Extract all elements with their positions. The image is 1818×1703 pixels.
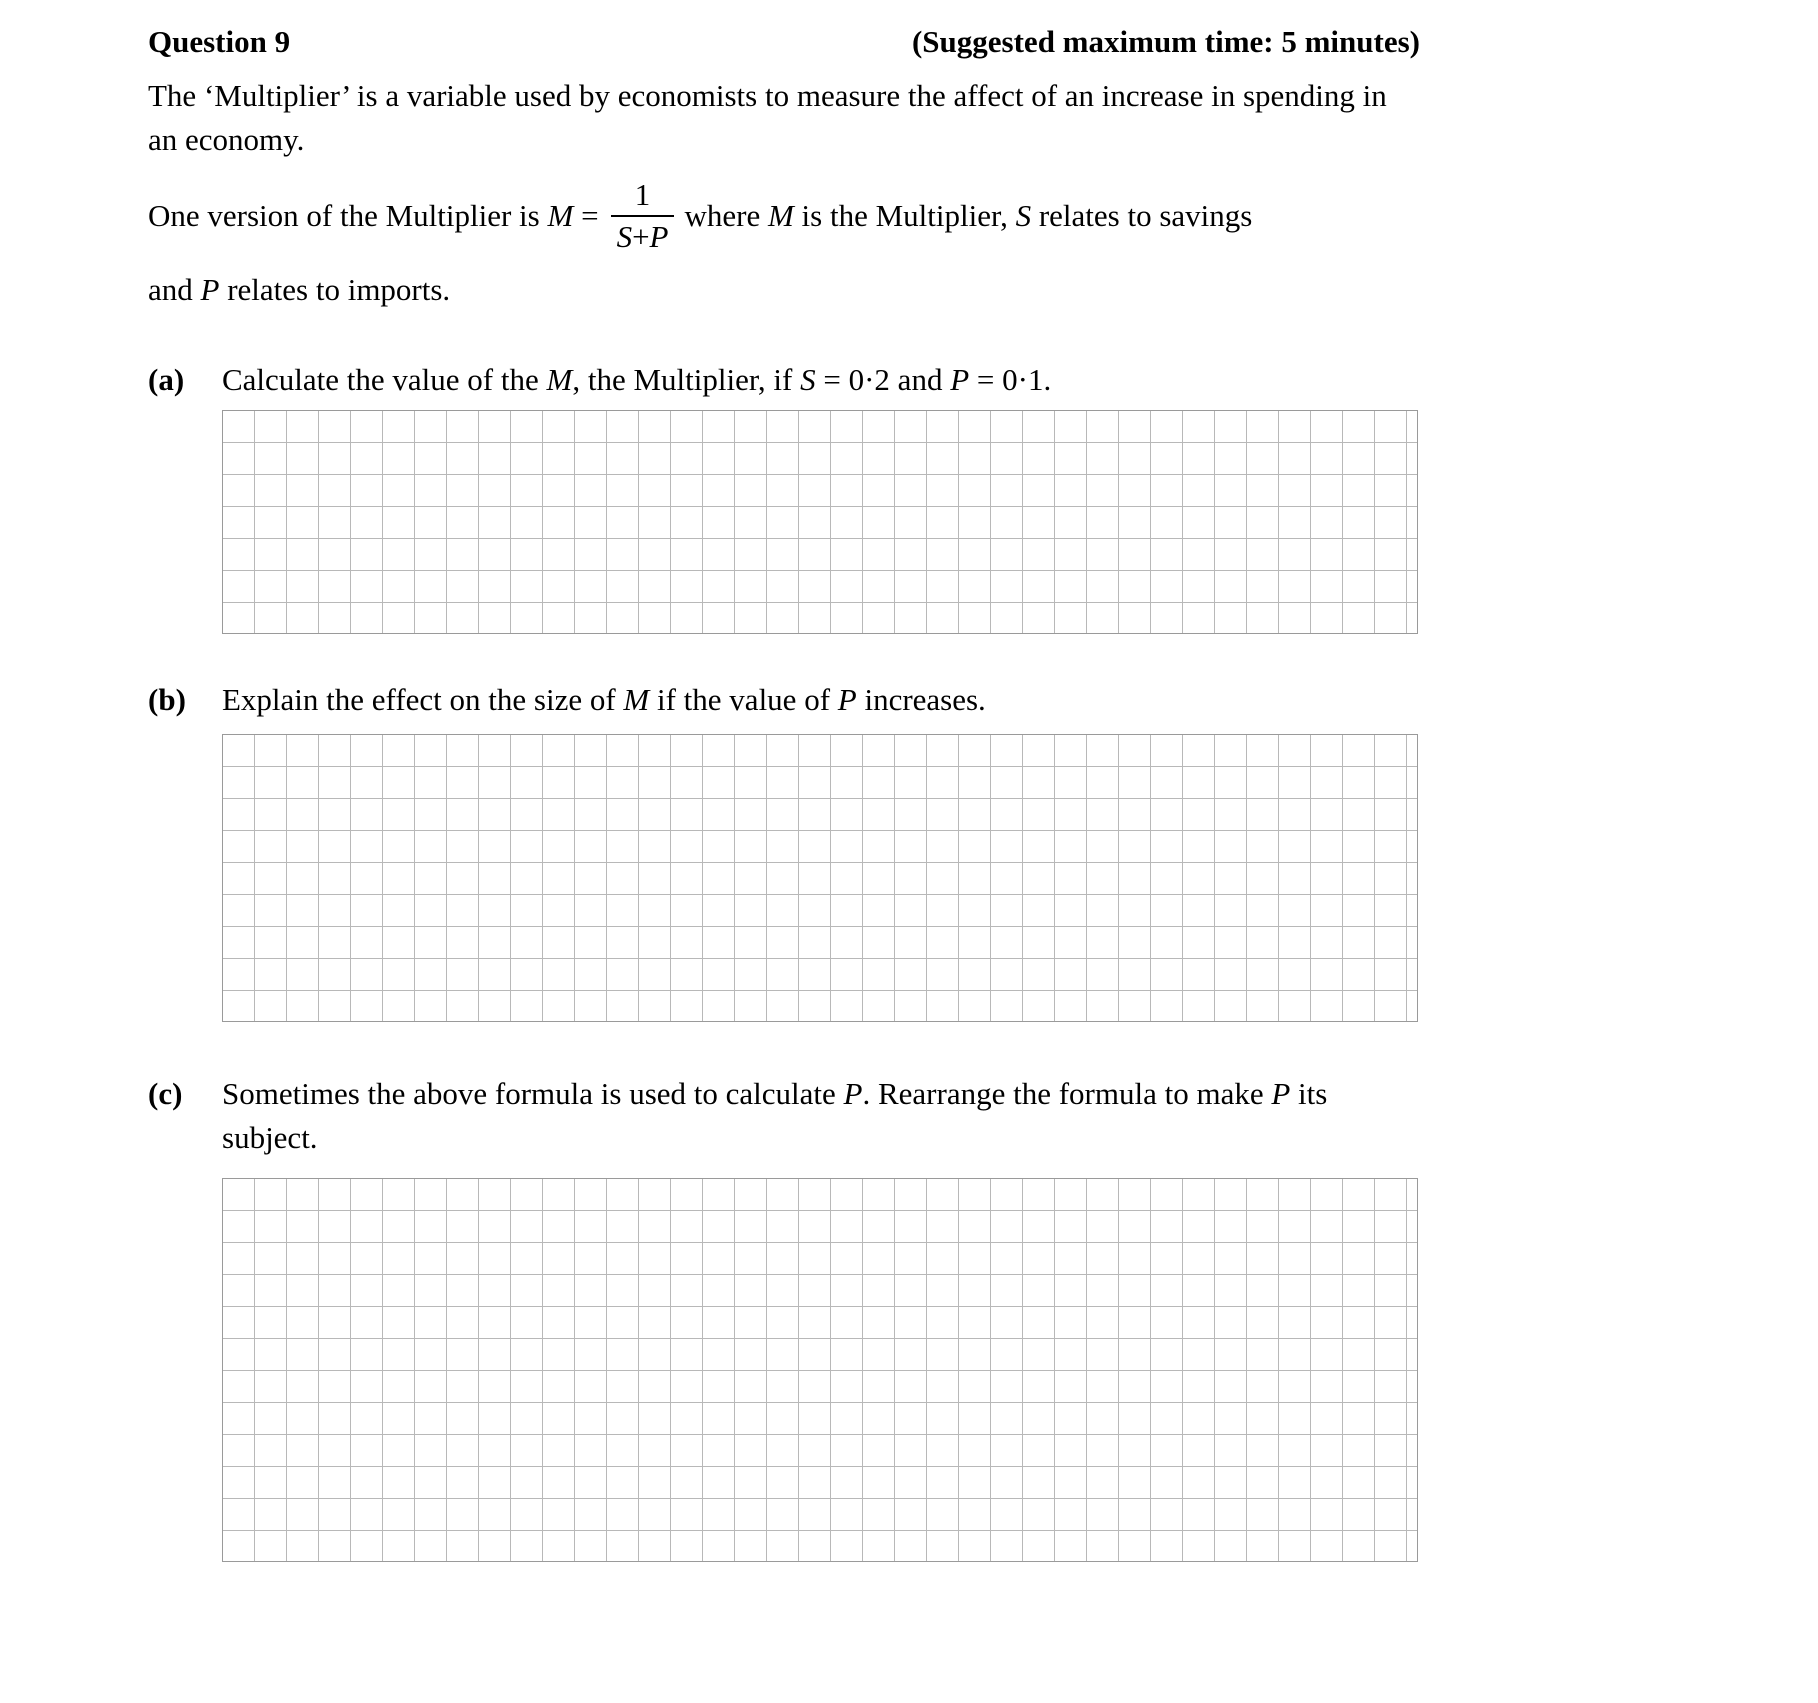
part-a <box>148 358 1420 402</box>
suggested-time: (Suggested maximum time: 5 minutes) <box>911 24 1420 59</box>
part-c-label: (c) <box>148 1076 183 1112</box>
answer-grid-c <box>222 1178 1418 1562</box>
part-a-label: (a) <box>148 362 185 398</box>
fraction <box>611 177 675 254</box>
intro-paragraph: The ‘Multiplier’ is a variable used by economists to measure the affect of an increase in spending in an economy. <box>148 78 1387 158</box>
fraction-numerator: 1 <box>634 177 651 213</box>
part-b-question: Explain the effect on the size of M if the value of P increases. <box>222 682 986 718</box>
part-c <box>148 1072 1420 1160</box>
answer-grid-a <box>222 410 1418 634</box>
part-c-question: Sometimes the above formula is used to calculate P. Rearrange the formula to make P its subject. <box>222 1076 1328 1156</box>
formula-line <box>148 168 1420 264</box>
part-b <box>148 678 1420 722</box>
part-a-question: Calculate the value of the M, the Multiplier, if S = 0·2 and P = 0·1. <box>222 362 1052 398</box>
formula-suffix: where M is the Multiplier, S relates to savings <box>684 198 1253 234</box>
formula-prefix: One version of the Multiplier is M = <box>148 198 599 234</box>
answer-grid-b <box>222 734 1418 1022</box>
fraction-denominator: S+P <box>611 215 675 255</box>
question-number: Question 9 <box>148 24 291 59</box>
part-b-label: (b) <box>148 682 186 718</box>
formula-continuation: and P relates to imports. <box>148 272 451 308</box>
question-header <box>148 20 1420 64</box>
